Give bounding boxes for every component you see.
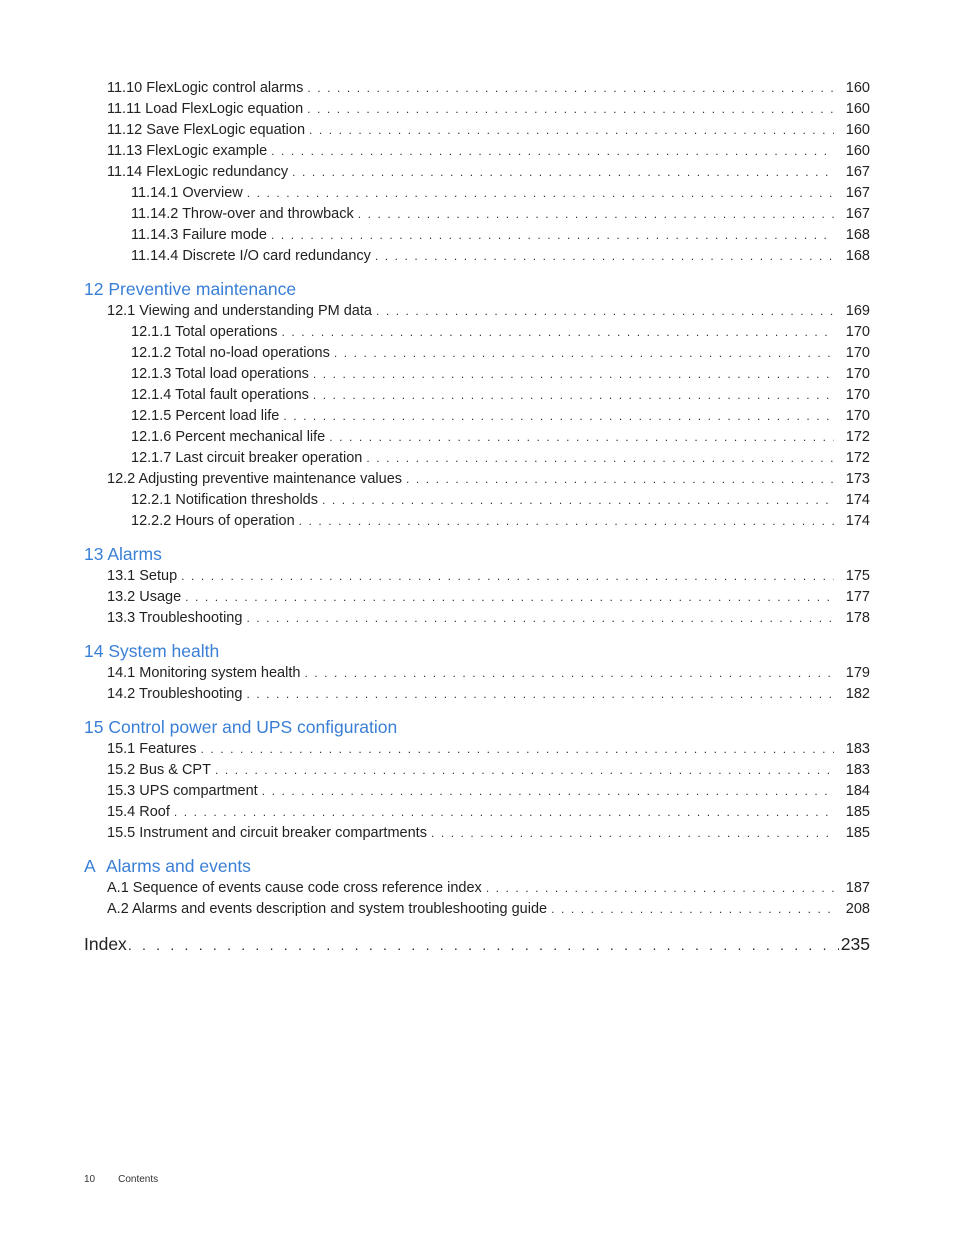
toc-entry[interactable] — [84, 427, 870, 448]
toc-entry[interactable] — [84, 802, 870, 823]
toc-entry-page: 174 — [845, 492, 870, 508]
toc-entry[interactable] — [84, 406, 870, 427]
toc-entry[interactable] — [84, 823, 870, 844]
chapter-heading[interactable] — [84, 715, 870, 739]
toc-entry-page: 170 — [845, 387, 870, 403]
toc-entry-title: 11.10 FlexLogic control alarms — [107, 80, 304, 96]
toc-entry[interactable] — [84, 760, 870, 781]
toc-entry-title: 11.14.1 Overview — [131, 185, 243, 201]
toc-entry-page: 172 — [845, 450, 870, 466]
toc-entry-title: A.1 Sequence of events cause code cross reference index — [107, 880, 482, 896]
toc-entry[interactable] — [84, 608, 870, 629]
toc-entry-title: 15.5 Instrument and circuit breaker compartments — [107, 825, 427, 841]
toc-entry[interactable] — [84, 225, 870, 246]
toc-entry-page: 183 — [845, 741, 870, 757]
toc-entry[interactable] — [84, 490, 870, 511]
chapter-number: 14 — [84, 641, 104, 661]
toc-entry-page: 170 — [845, 366, 870, 382]
toc-entry-page: 167 — [845, 185, 870, 201]
toc-entry[interactable] — [84, 301, 870, 322]
dot-leader — [200, 739, 834, 760]
toc-entry-page: 169 — [845, 303, 870, 319]
toc-chapter-section — [84, 854, 870, 920]
toc-entry-page: 175 — [845, 568, 870, 584]
dot-leader — [247, 183, 834, 204]
footer-section-title: Contents — [118, 1174, 159, 1185]
toc-entry-title: 11.14 FlexLogic redundancy — [107, 164, 289, 180]
toc-entry-page: 170 — [845, 324, 870, 340]
dot-leader — [246, 608, 834, 629]
toc-entry-title: 11.14.4 Discrete I/O card redundancy — [131, 248, 371, 264]
toc-entry-title: 15.3 UPS compartment — [107, 783, 258, 799]
dot-leader — [366, 448, 834, 469]
toc-entry[interactable] — [84, 78, 870, 99]
toc-entry-page: 178 — [845, 610, 870, 626]
toc-entry-title: 12.2.2 Hours of operation — [131, 513, 295, 529]
toc-entry-page: 173 — [845, 471, 870, 487]
dot-leader — [283, 406, 834, 427]
toc-entry-title: 12.2 Adjusting preventive maintenance values — [107, 471, 403, 487]
toc-continued-section — [84, 78, 870, 267]
toc-entry-title: 12.1 Viewing and understanding PM data — [107, 303, 372, 319]
toc-entry[interactable] — [84, 448, 870, 469]
chapter-title: Control power and UPS configuration — [108, 717, 398, 737]
toc-entry[interactable] — [84, 204, 870, 225]
toc-entry-page: 177 — [845, 589, 870, 605]
toc-entry-page: 184 — [845, 783, 870, 799]
toc-chapter-section — [84, 639, 870, 705]
dot-leader — [262, 781, 834, 802]
toc-entry[interactable] — [84, 141, 870, 162]
dot-leader — [313, 364, 834, 385]
toc-entry[interactable] — [84, 899, 870, 920]
toc-entry-page: 208 — [845, 901, 870, 917]
toc-entry-title: 15.2 Bus & CPT — [107, 762, 211, 778]
page-footer — [84, 1174, 158, 1185]
chapter-heading[interactable] — [84, 277, 870, 301]
index-page-number: 235 — [840, 934, 870, 954]
dot-leader — [128, 933, 839, 957]
toc-entry-title: 13.1 Setup — [107, 568, 178, 584]
toc-entry-page: 182 — [845, 686, 870, 702]
toc-entry-title: 12.2.1 Notification thresholds — [131, 492, 318, 508]
dot-leader — [271, 225, 834, 246]
toc-entry-title: 11.13 FlexLogic example — [107, 143, 268, 159]
chapter-number: 15 — [84, 717, 104, 737]
toc-entry-page: 170 — [845, 345, 870, 361]
toc-entry-title: A.2 Alarms and events description and system troubleshooting guide — [107, 901, 548, 917]
toc-entry-title: 12.1.6 Percent mechanical life — [131, 429, 326, 445]
dot-leader — [486, 878, 834, 899]
toc-entry-page: 160 — [845, 101, 870, 117]
toc-entry[interactable] — [84, 663, 870, 684]
toc-entry-page: 160 — [845, 122, 870, 138]
dot-leader — [406, 469, 834, 490]
toc-entry-page: 168 — [845, 227, 870, 243]
toc-entry-page: 168 — [845, 248, 870, 264]
dot-leader — [334, 343, 834, 364]
toc-entry-page: 179 — [845, 665, 870, 681]
dot-leader — [181, 566, 834, 587]
toc-entry-title: 15.4 Roof — [107, 804, 170, 820]
dot-leader — [215, 760, 834, 781]
dot-leader — [271, 141, 834, 162]
toc-entry-page: 160 — [845, 80, 870, 96]
toc-entry-title: 13.3 Troubleshooting — [107, 610, 243, 626]
toc-entry-title: 11.14.3 Failure mode — [131, 227, 267, 243]
toc-entry-title: 12.1.1 Total operations — [131, 324, 278, 340]
chapter-title: System health — [108, 641, 220, 661]
toc-entry[interactable] — [84, 587, 870, 608]
toc-entry[interactable] — [84, 183, 870, 204]
dot-leader — [322, 490, 834, 511]
toc-index-entry[interactable] — [84, 932, 870, 956]
toc-entry-page: 160 — [845, 143, 870, 159]
dot-leader — [304, 663, 834, 684]
toc-entry-title: 12.1.2 Total no-load operations — [131, 345, 330, 361]
toc-entry[interactable] — [84, 120, 870, 141]
toc-entry[interactable] — [84, 162, 870, 183]
toc-chapter-section — [84, 542, 870, 629]
chapter-heading[interactable] — [84, 854, 870, 878]
footer-page-number: 10 — [84, 1174, 96, 1185]
toc-entry-page: 174 — [845, 513, 870, 529]
toc-entry[interactable] — [84, 781, 870, 802]
toc-entry[interactable] — [84, 511, 870, 532]
toc-entry-title: 14.2 Troubleshooting — [107, 686, 243, 702]
toc-entry-page: 172 — [845, 429, 870, 445]
toc-entry[interactable] — [84, 246, 870, 267]
chapter-number: 13 — [84, 544, 104, 564]
toc-entry-title: 11.12 Save FlexLogic equation — [107, 122, 306, 138]
chapter-title: Alarms — [107, 544, 162, 564]
dot-leader — [299, 511, 834, 532]
dot-leader — [313, 385, 834, 406]
toc-chapter-section — [84, 277, 870, 532]
dot-leader — [185, 587, 834, 608]
toc-entry[interactable] — [84, 99, 870, 120]
toc-entry-title: 11.14.2 Throw-over and throwback — [131, 206, 354, 222]
toc-entry[interactable] — [84, 385, 870, 406]
toc-entry[interactable] — [84, 878, 870, 899]
toc-entry-title: 12.1.7 Last circuit breaker operation — [131, 450, 363, 466]
toc-entry-page: 167 — [845, 164, 870, 180]
toc-entry[interactable] — [84, 739, 870, 760]
toc-entry-title: 12.1.5 Percent load life — [131, 408, 280, 424]
toc-entry-title: 11.11 Load FlexLogic equation — [107, 101, 304, 117]
chapter-heading[interactable] — [84, 542, 870, 566]
chapter-heading[interactable] — [84, 639, 870, 663]
dot-leader — [551, 899, 834, 920]
dot-leader — [246, 684, 834, 705]
toc-entry-page: 183 — [845, 762, 870, 778]
toc-entry-title: 13.2 Usage — [107, 589, 182, 605]
toc-entry[interactable] — [84, 469, 870, 490]
index-label: Index — [84, 934, 127, 954]
chapter-number: 12 — [84, 279, 104, 299]
dot-leader — [307, 99, 834, 120]
toc-entry[interactable] — [84, 566, 870, 587]
dot-leader — [307, 78, 834, 99]
chapter-number: A — [84, 856, 96, 876]
toc-entry-page: 185 — [845, 804, 870, 820]
toc-entry[interactable] — [84, 322, 870, 343]
toc-entry-title: 12.1.4 Total fault operations — [131, 387, 309, 403]
toc-entry-title: 14.1 Monitoring system health — [107, 665, 301, 681]
toc-entry-title: 12.1.3 Total load operations — [131, 366, 309, 382]
dot-leader — [431, 823, 834, 844]
toc-entry-page: 185 — [845, 825, 870, 841]
dot-leader — [309, 120, 834, 141]
toc-entry[interactable] — [84, 343, 870, 364]
dot-leader — [375, 246, 834, 267]
dot-leader — [281, 322, 834, 343]
toc-entry-page: 170 — [845, 408, 870, 424]
dot-leader — [329, 427, 834, 448]
dot-leader — [292, 162, 834, 183]
chapter-title: Alarms and events — [106, 856, 251, 876]
dot-leader — [376, 301, 834, 322]
toc-entry-title: 15.1 Features — [107, 741, 197, 757]
chapter-title: Preventive maintenance — [108, 279, 297, 299]
dot-leader — [358, 204, 834, 225]
toc-chapter-section — [84, 715, 870, 844]
dot-leader — [174, 802, 834, 823]
toc-entry-page: 167 — [845, 206, 870, 222]
toc-chapters — [84, 277, 870, 920]
toc-entry[interactable] — [84, 684, 870, 705]
table-of-contents — [84, 78, 870, 956]
toc-entry[interactable] — [84, 364, 870, 385]
toc-entry-page: 187 — [845, 880, 870, 896]
